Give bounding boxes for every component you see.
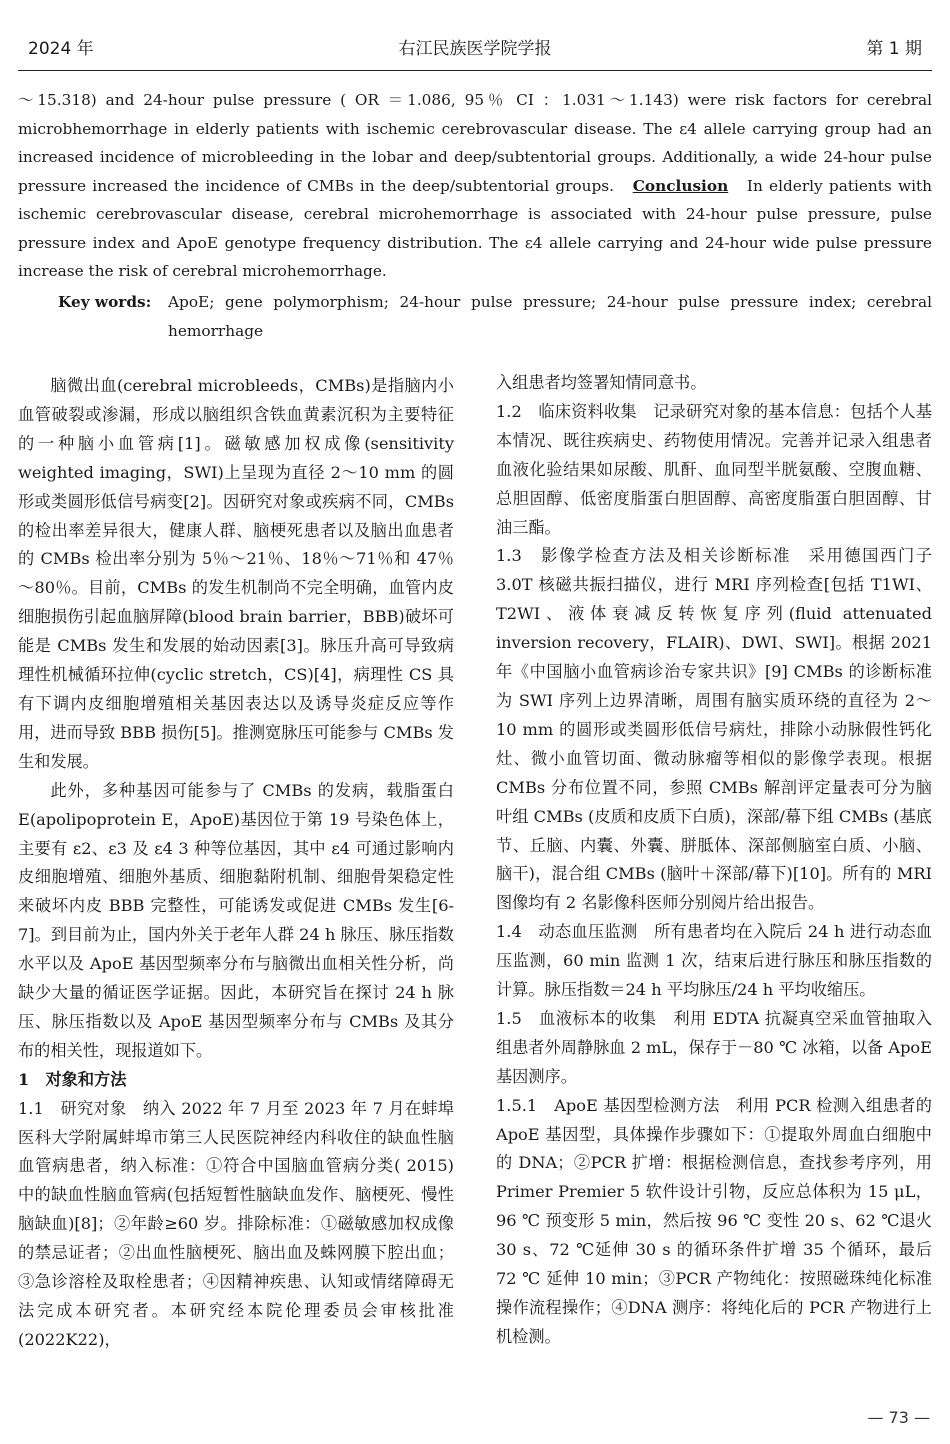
subsection-1-5: 1.5 血液标本的收集 利用 EDTA 抗凝真空采血管抽取入组患者外周静脉血 2 mL，保存于－80 ℃ 冰箱，以备 ApoE 基因测序。: [496, 1008, 932, 1086]
left-column: [18, 372, 454, 1355]
subsection-1-4: 1.4 动态血压监测 所有患者均在入院后 24 h 进行动态血压监测，60 min 监测 1 次，结束后进行脉压和脉压指数的计算。脉压指数＝24 h 平均脉压/24 h 平均收缩压。: [496, 922, 932, 1000]
subsection-1-2: 1.2 临床资料收集 记录研究对象的基本信息：包括个人基本情况、既往疾病史、药物使用情况。完善并记录入组患者血液化验结果如尿酸、肌酐、血同型半胱氨酸、空腹血糖、总胆固醇、低密度脂蛋白胆固醇、高密度脂蛋白胆固醇、甘油三酯。: [496, 401, 932, 537]
abstract-conclusion: In elderly patients with ischemic cerebrovascular disease, cerebral microhemorrhage is associated with 24-hour pulse pressure, pulse pressure index and ApoE genotype frequency distribution. The ε4 allele carrying and 24-hour wide pulse pressure increase the risk of cerebral microhemorrhage.: [18, 176, 932, 280]
header-divider: [18, 70, 932, 71]
page-number: — 73 —: [867, 1408, 930, 1427]
keywords-label: Key words:: [58, 293, 152, 311]
subsection-1-5-1: 1.5.1 ApoE 基因型检测方法 利用 PCR 检测入组患者的 ApoE 基因型，具体操作步骤如下：①提取外周血白细胞中的 DNA；②PCR 扩增：根据检测信息，查找参考序列，用 Primer Premier 5 软件设计引物，反应总体积为 15 μL，96 ℃ 预变形 5 min，然后按 96 ℃ 变性 20 s、62 ℃退火 30 s、72 ℃延伸 30 s 的循环条件扩增 35 个循环，最后 72 ℃ 延伸 10 min；③PCR 产物纯化：按照磁珠纯化标准操作流程操作；④DNA 测序：将纯化后的 PCR 产物进行上机检测。: [496, 1095, 932, 1346]
intro-paragraph-2: 此外，多种基因可能参与了 CMBs 的发病，载脂蛋白 E(apolipoprotein E，ApoE)基因位于第 19 号染色体上，主要有 ε2、ε3 及 ε4 3 种等位基因，其中 ε4 可通过影响内皮细胞增殖、细胞外基质、细胞黏附机制、细胞骨架稳定性来破坏内皮 BBB 完整性，可能诱发或促进 CMBs 发生[6-7]。到目前为止，国内外关于老年人群 24 h 脉压、脉压指数水平以及 ApoE 基因型频率分布与脑微出血相关性分析，尚缺少大量的循证医学证据。因此，本研究旨在探讨 24 h 脉压、脉压指数以及 ApoE 基因型频率分布与 CMBs 及其分布的相关性，现报道如下。: [18, 780, 454, 1060]
continuation-text: 入组患者均签署知情同意书。: [496, 373, 707, 392]
right-column: [496, 369, 932, 1352]
abstract-results: ～15.318) and 24-hour pulse pressure ( OR ＝1.086, 95％ CI ：1.031～1.143) were risk factors for cerebral microbhemorrhage in elderly patients with ischemic cerebrovascular disease. The ε4 allele carrying group had an increased incidence of microbleeding in the lobar and deep/subtentorial groups. Additionally, a wide 24-hour pulse pressure increased the incidence of CMBs in the deep/subtentorial groups.: [18, 91, 932, 195]
english-abstract: [18, 86, 932, 286]
subsection-1-3: 1.3 影像学检查方法及相关诊断标准 采用德国西门子 3.0T 核磁共振扫描仪，进行 MRI 序列检查[包括 T1WI、T2WI、液体衰减反转恢复序列(fluid attenuated inversion recovery，FLAIR)、DWI、SWI]。根据 2021 年《中国脑小血管病诊治专家共识》[9] CMBs 的诊断标准为 SWI 序列上边界清晰，周围有脑实质环绕的直径为 2～10 mm 的圆形或类圆形低信号病灶，排除小动脉假性钙化灶、微小血管切面、微动脉瘤等相似的影像学表现。根据 CMBs 分布位置不同，参照 CMBs 解剖评定量表可分为脑叶组 CMBs (皮质和皮质下白质)，深部/幕下组 CMBs (基底节、丘脑、内囊、外囊、胼胝体、深部侧脑室白质、小脑、脑干)，混合组 CMBs (脑叶＋深部/幕下)[10]。所有的 MRI 图像均有 2 名影像科医师分别阅片给出报告。: [496, 546, 932, 913]
conclusion-label: Conclusion: [632, 176, 729, 195]
keywords-text: ApoE; gene polymorphism; 24-hour pulse pressure; 24-hour pulse pressure index; cerebral hemorrhage: [168, 293, 932, 340]
section-heading-methods: 1 对象和方法: [18, 1069, 127, 1089]
header-issue: 第 1 期: [866, 39, 922, 59]
running-header: [18, 14, 932, 59]
header-year: 2024 年: [28, 39, 94, 59]
header-journal-title: 右江民族医学院学报: [398, 39, 552, 59]
abstract-body: [18, 86, 932, 286]
subsection-1-1: 1.1 研究对象 纳入 2022 年 7 月至 2023 年 7 月在蚌埠医科大学附属蚌埠市第三人民医院神经内科收住的缺血性脑血管病患者，纳入标准：①符合中国脑血管病分类( 2015) 中的缺血性脑血管病(包括短暂性脑缺血发作、脑梗死、慢性脑缺血)[8]；②年龄≥60 岁。排除标准：①磁敏感加权成像的禁忌证者；②出血性脑梗死、脑出血及蛛网膜下腔出血；③急诊溶栓及取栓患者；④因精神疾患、认知或情绪障碍无法完成本研究者。本研究经本院伦理委员会审核批准(2022K22)，: [18, 1098, 454, 1349]
intro-paragraph-1: 脑微出血(cerebral microbleeds，CMBs)是指脑内小血管破裂或渗漏，形成以脑组织含铁血黄素沉积为主要特征的一种脑小血管病[1]。磁敏感加权成像(sensitivity weighted imaging，SWI)上呈现为直径 2～10 mm 的圆形或类圆形低信号病变[2]。因研究对象或疾病不同，CMBs 的检出率差异很大，健康人群、脑梗死患者以及脑出血患者的 CMBs 检出率分别为 5％～21％、18％～71％和 47％～80％。目前，CMBs 的发生机制尚不完全明确，血管内皮细胞损伤引起血脑屏障(blood brain barrier，BBB)破坏可能是 CMBs 发生和发展的始动因素[3]。脉压升高可导致病理性机械循环拉伸(cyclic stretch，CS)[4]，病理性 CS 具有下调内皮细胞增殖相关基因表达以及诱导炎症反应等作用，进而导致 BBB 损伤[5]。推测宽脉压可能参与 CMBs 发生和发展。: [18, 376, 454, 771]
